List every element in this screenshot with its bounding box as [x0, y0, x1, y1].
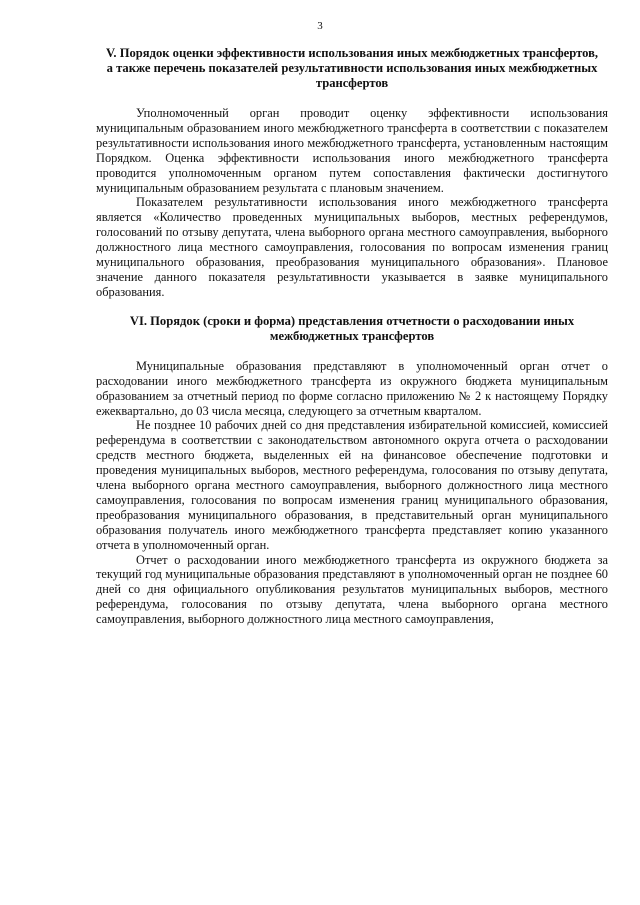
page-number: 3 [317, 20, 323, 32]
page-content [96, 46, 608, 627]
section-6-paragraph-1: Муниципальные образования представляют в уполномоченный орган отчет о расходовании иного межбюджетного трансферта из окружного бюджета муниципальным образованием за отчетный период по форме согласно приложению № 2 к настоящему Порядку ежеквартально, до 03 числа месяца, следующего за отчетным кварталом. [96, 358, 608, 418]
section-5-title: V. Порядок оценки эффективности использования иных межбюджетных трансфертов, а также перечень показателей результативности использования иных межбюджетных трансфертов [105, 46, 599, 90]
section-6-title: VI. Порядок (сроки и форма) представления отчетности о расходовании иных межбюджетных трансфертов [129, 313, 575, 343]
section-6-paragraph-2: Не позднее 10 рабочих дней со дня представления избирательной комиссией, комиссией референдума в соответствии с законодательством автономного округа отчета о расходовании средств местного бюджета, выделенных ей на финансовое обеспечение подготовки и проведения муниципальных выборов, местного референдума, голосования по отзыву депутата, члена выборного органа местного самоуправления, выборного должностного лица местного самоуправления, голосования по вопросам изменения границ муниципального образования, преобразования муниципального образования, в представительный орган муниципального образования получатель иного межбюджетного трансферта представляет копию указанного отчета в уполномоченный орган. [96, 418, 608, 552]
section-6-paragraph-3: Отчет о расходовании иного межбюджетного трансферта из окружного бюджета за текущий год муниципальные образования представляют в уполномоченный орган не позднее 60 дней со дня официального опубликования результатов муниципальных выборов, местного референдума, голосования по отзыву депутата, члена выборного органа местного самоуправления, выборного должностного лица местного самоуправления, [96, 552, 608, 627]
section-5-paragraph-1: Уполномоченный орган проводит оценку эффективности использования муниципальным образованием иного межбюджетного трансферта в соответствии с показателем результативности использования иного межбюджетного трансферта, установленным настоящим Порядком. Оценка эффективности использования иного межбюджетного трансферта проводится уполномоченным органом путем сопоставления фактически достигнутого муниципальным образованием результата с плановым значением. [96, 106, 608, 195]
section-5-paragraph-2: Показателем результативности использования иного межбюджетного трансферта является «Количество проведенных муниципальных выборов, местных референдумов, голосований по отзыву депутата, члена выборного органа местного самоуправления, выборного должностного лица местного самоуправления, голосования по вопросам изменения границ муниципального образования, преобразования муниципального образования». Плановое значение данного показателя результативности указывается в заявке муниципального образования. [96, 195, 608, 299]
